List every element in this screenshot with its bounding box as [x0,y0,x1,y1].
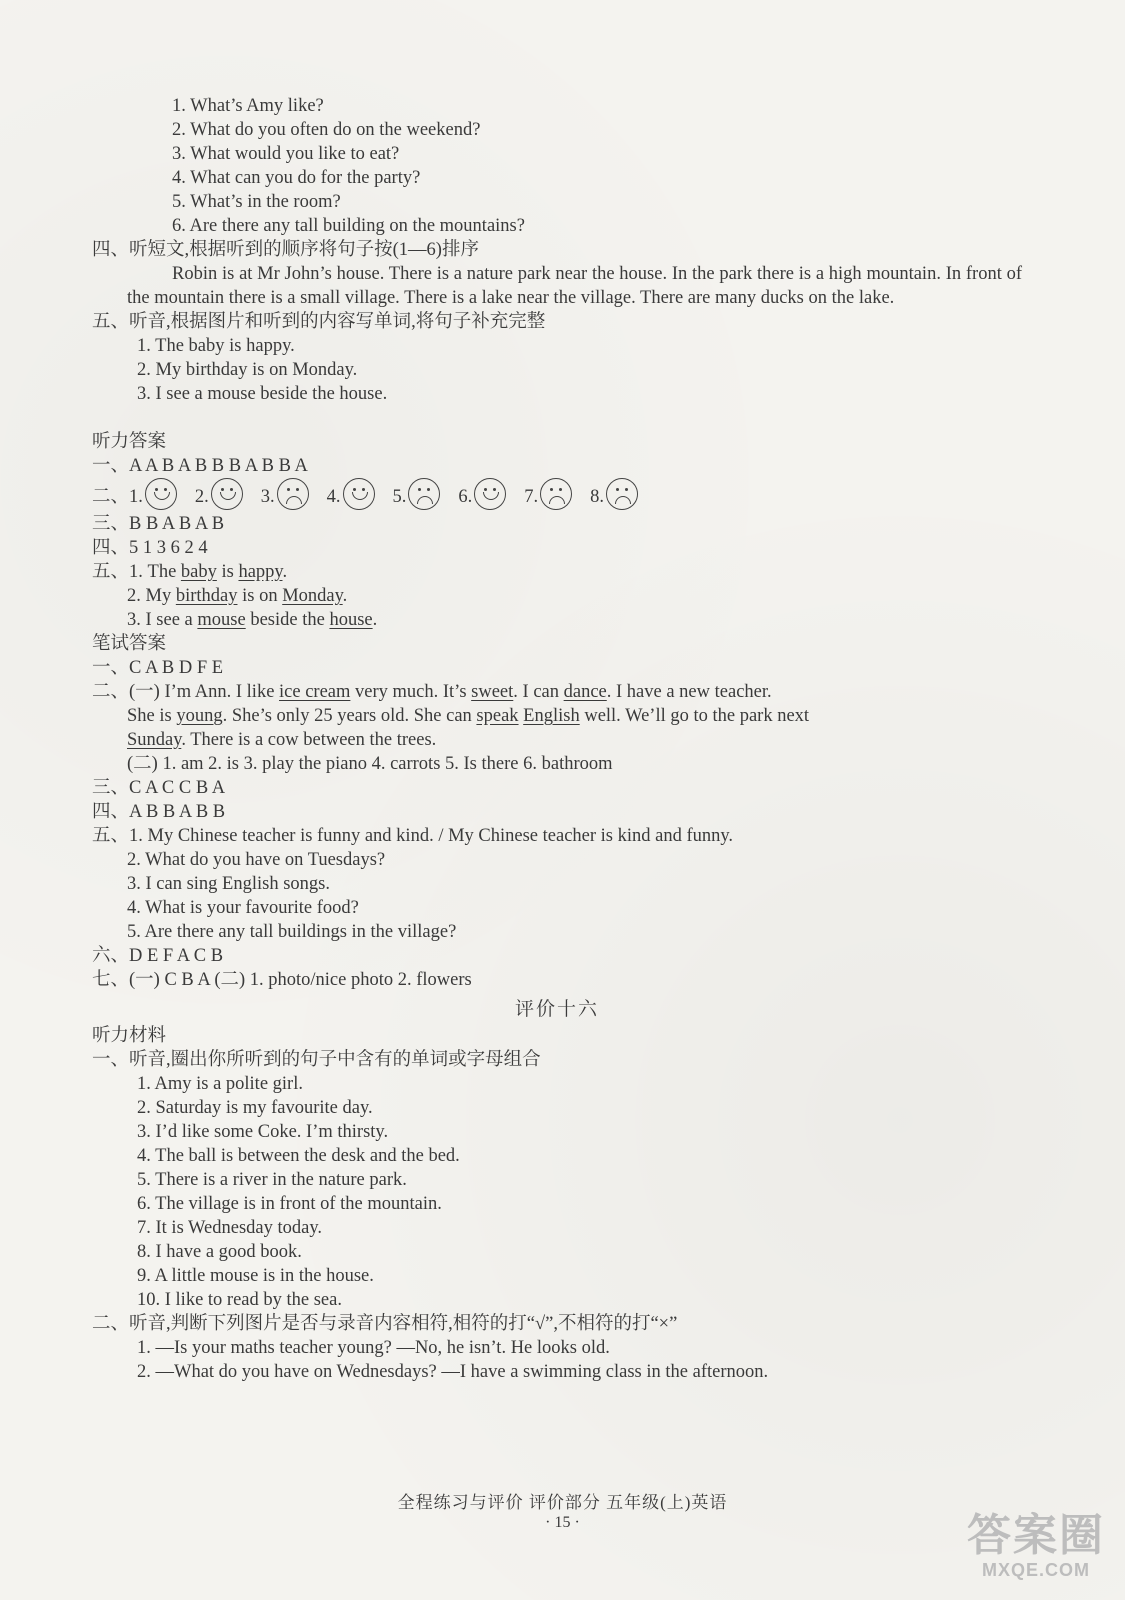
written-answer-2-line-2 [92,704,1022,728]
text: . I can [513,682,564,702]
text: 二、(一) I’m Ann. I like [92,682,280,702]
fill-item: 1. The baby is happy. [137,336,295,356]
eval16-item: 1. —Is your maths teacher young? —No, he isn’t. He looks old. [137,1338,610,1358]
text: 2. My [127,586,176,606]
face-answer-label: 1. [129,487,143,507]
underlined-answer: sweet [471,682,514,702]
eval16-item: 10. I like to read by the sea. [137,1290,342,1310]
text: . She’s only 25 years old. She can [222,706,477,726]
underlined-answer: Monday [282,586,343,606]
face-answer [327,487,379,507]
smiley-face-icon [474,478,506,510]
eval16-item: 2. Saturday is my favourite day. [137,1098,373,1118]
text: is [216,562,239,582]
face-answer-label: 5. [392,487,407,507]
answer-prefix: 五、 [92,562,130,582]
face-answer [129,487,181,507]
question-line: 6. Are there any tall building on the mountains? [172,216,525,236]
text: is on [237,586,283,606]
written-answer-5-item: 3. I can sing English songs. [127,874,330,894]
underlined-answer: speak [476,706,519,726]
sad-face-icon [540,478,572,510]
listening-answer-2 [92,478,1022,512]
listening-answer-5-line-2 [92,584,1022,608]
answer-prefix: 二、 [92,487,130,507]
listening-material-heading: 听力材料 [92,1026,167,1046]
sad-face-icon [277,478,309,510]
listening-answer-1: 一、A A B A B B B A B B A [92,456,308,476]
eval16-item: 9. A little mouse is in the house. [137,1266,374,1286]
written-answer-5-item: 2. What do you have on Tuesdays? [127,850,386,870]
underlined-answer: young [176,706,223,726]
answer-prefix: 五、 [92,826,130,846]
question-line: 5. What’s in the room? [172,192,341,212]
written-answer-2-part-2: (二) 1. am 2. is 3. play the piano 4. carrots 5. Is there 6. bathroom [127,754,613,774]
smiley-face-icon [145,478,177,510]
written-answer-2-line-1 [92,680,1022,704]
smiley-face-icon [343,478,375,510]
text: . [342,586,348,606]
underlined-answer: dance [563,682,607,702]
face-answer-label: 8. [590,487,605,507]
watermark-url: MXQE.COM [981,1560,1090,1580]
eval16-item: 8. I have a good book. [137,1242,302,1262]
face-answer [524,487,576,507]
text: . There is a cow between the trees. [181,730,437,750]
underlined-answer: mouse [197,610,246,630]
section-4-passage [92,262,1022,310]
face-answer-label: 2. [194,487,209,507]
eval16-item: 3. I’d like some Coke. I’m thirsty. [137,1122,389,1142]
fill-item: 3. I see a mouse beside the house. [137,384,388,404]
written-answer-5-item: 5. Are there any tall buildings in the village? [127,922,457,942]
eval16-item: 7. It is Wednesday today. [137,1218,323,1238]
written-answers-heading: 笔试答案 [92,634,167,654]
section-5-title: 五、听音,根据图片和听到的内容写单词,将句子补充完整 [92,312,546,332]
face-answer-label: 3. [260,487,275,507]
written-answer-7: 七、(一) C B A (二) 1. photo/nice photo 2. flowers [92,970,472,990]
text: . [282,562,288,582]
eval16-section-1-title: 一、听音,圈出你所听到的句子中含有的单词或字母组合 [92,1050,541,1070]
text: 3. I see a [127,610,198,630]
eval16-item: 4. The ball is between the desk and the bed. [137,1146,460,1166]
face-answer [261,487,313,507]
eval16-item: 2. —What do you have on Wednesdays? —I have a swimming class in the afternoon. [137,1362,769,1382]
written-answer-2-line-3 [92,728,1022,752]
text: very much. It’s [350,682,472,702]
text: . I have a new teacher. [606,682,772,702]
face-answer-label: 7. [524,487,539,507]
text: beside the [245,610,330,630]
listening-answer-5-line-1 [92,560,1022,584]
face-answer [590,487,642,507]
text: well. We’ll go to the park next [579,706,810,726]
written-answer-3: 三、C A C C B A [92,778,226,798]
question-line: 3. What would you like to eat? [172,144,400,164]
listening-answer-4: 四、5 1 3 6 2 4 [92,538,208,558]
sad-face-icon [606,478,638,510]
passage-text: Robin is at Mr John’s house. There is a nature park near the house. In the park there is a high mountain. In front of the mountain there is a small village. There is a lake near the village. There are many ducks on the lake. [127,264,1022,308]
underlined-answer: baby [180,562,217,582]
eval16-item: 5. There is a river in the nature park. [137,1170,407,1190]
underlined-answer: happy [238,562,283,582]
watermark-logo [961,1512,1111,1592]
question-line: 4. What can you do for the party? [172,168,421,188]
fill-item: 2. My birthday is on Monday. [137,360,358,380]
question-line: 1. What’s Amy like? [172,96,324,116]
section-title-eval-16: 评价十六 [514,999,599,1020]
eval16-item: 6. The village is in front of the mountain. [137,1194,442,1214]
text: 1. My Chinese teacher is funny and kind. / My Chinese teacher is kind and funny. [129,826,734,846]
watermark-logo-text: 答案圈 [967,1511,1105,1560]
written-answer-4: 四、A B B A B B [92,802,226,822]
text: . [372,610,378,630]
section-4-title: 四、听短文,根据听到的顺序将句子按(1—6)排序 [92,240,479,260]
written-answer-5-line-1 [92,824,1022,848]
faces-container [129,487,656,507]
eval16-section-2-title: 二、听音,判断下列图片是否与录音内容相符,相符的打“√”,不相符的打“×” [92,1314,678,1334]
underlined-answer: house [329,610,373,630]
eval16-item: 1. Amy is a polite girl. [137,1074,303,1094]
face-answer [195,487,247,507]
face-answer-label: 4. [326,487,341,507]
face-answer [458,487,510,507]
listening-answers-heading: 听力答案 [92,432,167,452]
question-line: 2. What do you often do on the weekend? [172,120,481,140]
face-answer [393,487,445,507]
sad-face-icon [408,478,440,510]
underlined-answer: Sunday [127,730,182,750]
written-answer-6: 六、D E F A C B [92,946,224,966]
footer-title: 全程练习与评价 评价部分 五年级(上)英语 [397,1493,728,1512]
written-answer-5-item: 4. What is your favourite food? [127,898,359,918]
underlined-answer: birthday [175,586,238,606]
answer-key-content [92,94,1022,1384]
listening-answer-5-line-3 [92,608,1022,632]
written-answer-1: 一、C A B D F E [92,658,224,678]
text: She is [127,706,177,726]
smiley-face-icon [211,478,243,510]
face-answer-label: 6. [458,487,473,507]
underlined-answer: ice cream [279,682,351,702]
listening-answer-3: 三、B B A B A B [92,514,225,534]
page-number: · 15 · [545,1514,580,1531]
underlined-answer: English [523,706,580,726]
text: 1. The [129,562,181,582]
